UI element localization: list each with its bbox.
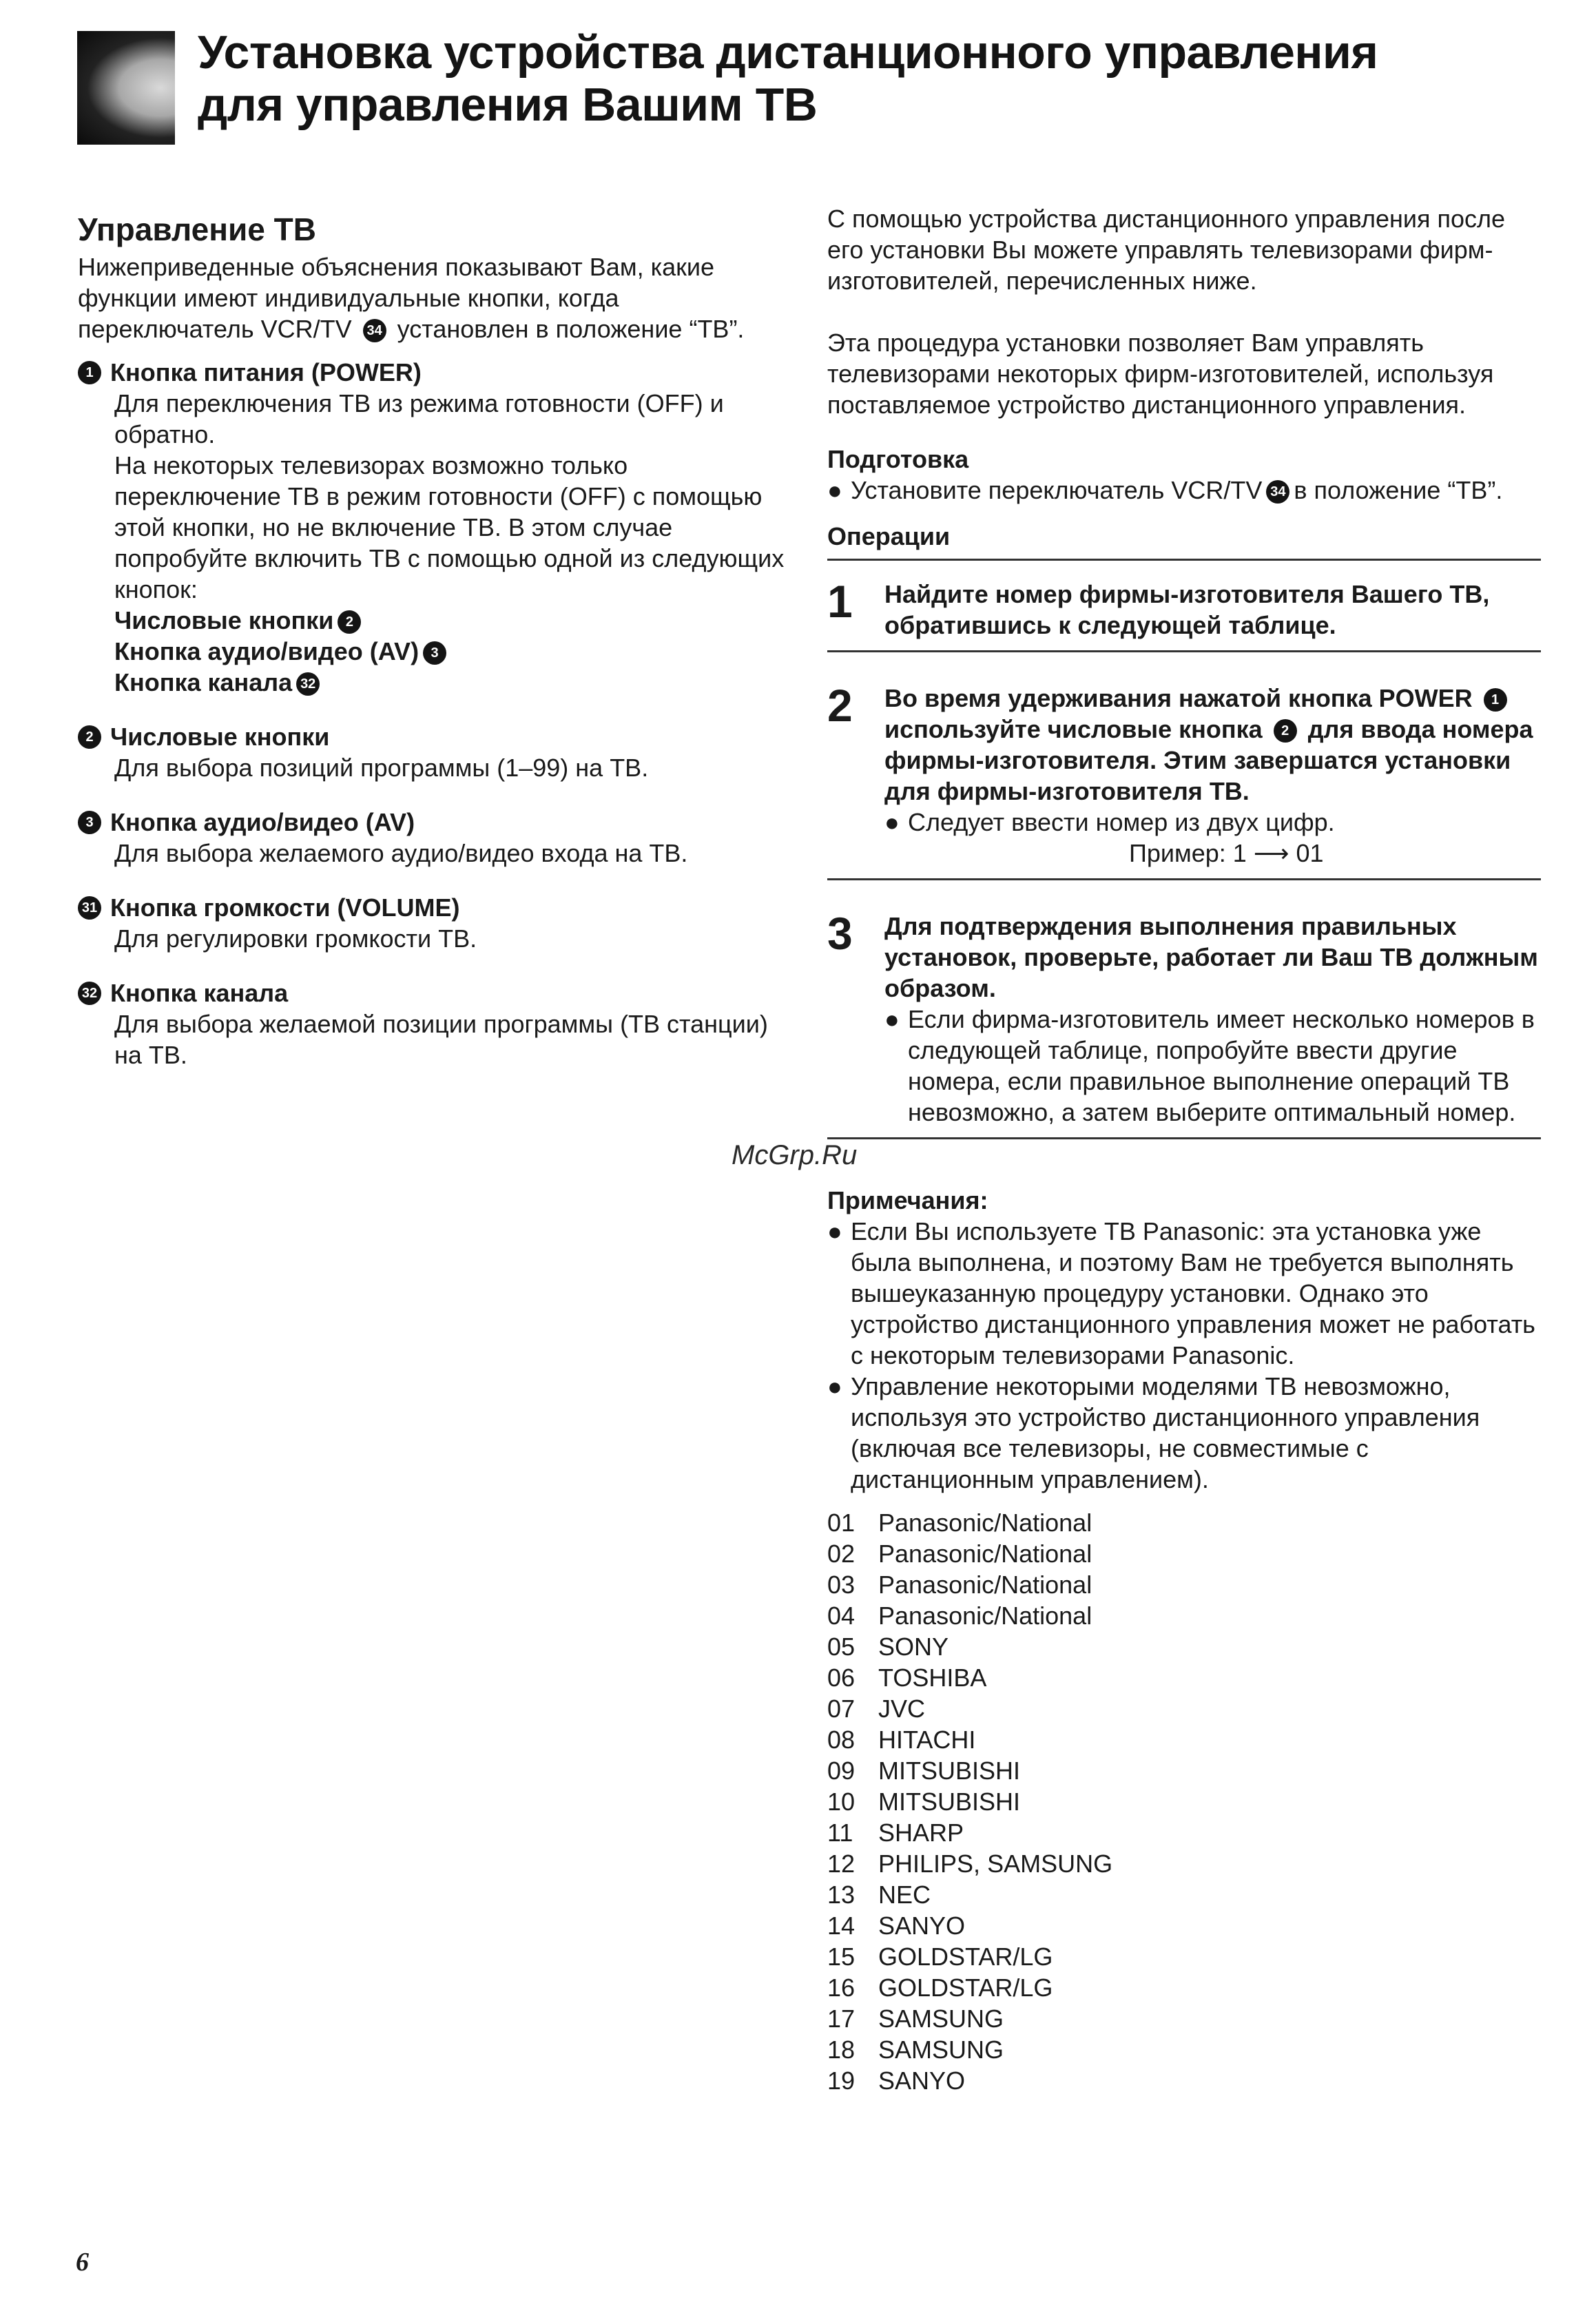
tv-brand: Panasonic/National: [878, 1571, 1092, 1599]
badge-31: 31: [78, 896, 101, 920]
tv-code: 07: [827, 1695, 856, 1723]
tv-code-row: [827, 1848, 1541, 1879]
tv-code: 01: [827, 1509, 856, 1537]
right-column: [827, 203, 1541, 2096]
tv-code: 05: [827, 1633, 856, 1661]
tv-code: 15: [827, 1943, 856, 1971]
sub-numeric: Числовые кнопки 2: [114, 605, 787, 636]
intro-text: Нижеприведенные объяснения показывают Вам, какие функции имеют индивидуальные кнопки, когда переключатель VCR/TV 34 установлен в положение “TB”.: [78, 253, 745, 343]
step3-note: ● Если фирма-изготовитель имеет несколько номеров в следующей таблице, попробуйте ввести другие номера, если правильное выполнение операций ТВ невозможно, а затем выберите оптимальный номер.: [884, 1005, 1535, 1126]
tv-code: 19: [827, 2067, 856, 2095]
tv-code: 17: [827, 2005, 856, 2033]
step-3: 3 Для подтверждения выполнения правильных установок, проверьте, работает ли Ваш ТВ должным образом. ● Если фирма-изготовитель имеет несколько номеров в следующей таблице, попробуйте ввести другие номера, если правильное выполнение операций ТВ невозможно, а затем выберите оптимальный номер.: [827, 880, 1541, 1137]
badge-1: 1: [78, 361, 101, 384]
prep-bullet: ● Установите переключатель VCR/TV 34 в положение “TB”.: [827, 476, 1503, 504]
item-volume: 31 Кнопка громкости (VOLUME) Для регулировки громкости ТВ.: [78, 892, 787, 954]
tv-brand: MITSUBISHI: [878, 1788, 1021, 1816]
badge-32: 32: [296, 672, 320, 696]
tv-brand: SANYO: [878, 1912, 966, 1940]
tv-code-row: [827, 1755, 1541, 1786]
tv-code-row: [827, 1538, 1541, 1569]
tv-brand: Panasonic/National: [878, 1540, 1092, 1568]
tv-code-row: [827, 1724, 1541, 1755]
tv-brand: Panasonic/National: [878, 1509, 1092, 1537]
intro-para-1: С помощью устройства дистанционного управления после его установки Вы можете управлять телевизорами фирм-изготовителей, перечисленных ниже.: [827, 205, 1506, 295]
notes-heading: Примечания:: [827, 1186, 988, 1214]
tv-code-row: [827, 1569, 1541, 1600]
tv-code-row: [827, 1879, 1541, 1910]
tv-brand: Panasonic/National: [878, 1602, 1092, 1630]
badge-3: 3: [423, 641, 446, 665]
step-1: 1 Найдите номер фирмы-изготовителя Вашего ТВ, обратившись к следующей таблице.: [827, 576, 1490, 639]
item-numeric: 2 Числовые кнопки Для выбора позиций программы (1–99) на ТВ.: [78, 721, 787, 783]
badge-32: 32: [78, 982, 101, 1005]
sub-channel: Кнопка канала 32: [114, 667, 787, 698]
item-channel: 32 Кнопка канала Для выбора желаемой позиции программы (ТВ станции) на ТВ.: [78, 977, 787, 1070]
tv-code: 03: [827, 1571, 856, 1599]
tv-code-row: [827, 1941, 1541, 1972]
tv-brand: SAMSUNG: [878, 2005, 1004, 2033]
tv-code: 13: [827, 1881, 856, 1909]
tv-brand: GOLDSTAR/LG: [878, 1943, 1053, 1971]
watermark: McGrp.Ru: [732, 1140, 858, 1170]
tv-code-row: [827, 1910, 1541, 1941]
tv-code-row: [827, 2034, 1541, 2065]
tv-code: 09: [827, 1757, 856, 1785]
page-title: Установка устройства дистанционного управления для управления Вашим ТВ: [198, 26, 1378, 131]
section-heading: Управление ТВ: [78, 211, 316, 247]
tv-brand: SANYO: [878, 2067, 966, 2095]
tv-code: 10: [827, 1788, 856, 1816]
tv-code-row: [827, 1972, 1541, 2003]
prep-heading: Подготовка: [827, 445, 969, 473]
badge-34: 34: [1266, 480, 1289, 504]
tv-brand: SHARP: [878, 1819, 964, 1847]
tv-code: 06: [827, 1664, 856, 1692]
step-number: 2: [827, 680, 853, 731]
header-mark: [77, 31, 175, 145]
badge-2: 2: [78, 725, 101, 749]
step-number: 3: [827, 908, 853, 959]
tv-code-row: [827, 2065, 1541, 2096]
tv-code: 02: [827, 1540, 856, 1568]
step-2: 2 Во время удерживания нажатой кнопка POWER 1 используйте числовые кнопка 2 для ввода номера фирмы-изготовителя. Этим завершатся установки для фирмы-изготовителя ТВ. ● Следует ввести номер из двух цифр. Пример: 1 ⟶ 01: [827, 652, 1541, 878]
tv-brand: SAMSUNG: [878, 2036, 1004, 2064]
tv-brand: SONY: [878, 1633, 949, 1661]
tv-brand: MITSUBISHI: [878, 1757, 1021, 1785]
tv-code: 04: [827, 1602, 856, 1630]
intro-para-2: Эта процедура установки позволяет Вам управлять телевизорами некоторых фирм-изготовителей, используя поставляемое устройство дистанционного управления.: [827, 329, 1494, 419]
tv-brand: TOSHIBA: [878, 1664, 987, 1692]
tv-brand: NEC: [878, 1881, 931, 1909]
tv-code: 16: [827, 1974, 856, 2002]
step-number: 1: [827, 576, 853, 627]
tv-code-row: [827, 1631, 1541, 1662]
tv-brand: HITACHI: [878, 1726, 976, 1754]
sub-av: Кнопка аудио/видео (AV) 3: [114, 636, 787, 667]
badge-3: 3: [78, 811, 101, 834]
tv-code-row: [827, 1662, 1541, 1693]
tv-code-list: [827, 1507, 1541, 2096]
step2-note: ● Следует ввести номер из двух цифр.: [884, 808, 1335, 836]
item-power: 1 Кнопка питания (POWER) Для переключения ТВ из режима готовности (OFF) и обратно. На некоторых телевизорах возможно только переключение ТВ в режим готовности (OFF) с помощью этой кнопки, но не включение ТВ. В этом случае попробуйте включить ТВ с помощью одной из следующих кнопок: Числовые кнопки 2 Кнопка аудио/видео (AV) 3 Кнопка канала 32: [78, 357, 787, 698]
tv-brand: GOLDSTAR/LG: [878, 1974, 1053, 2002]
tv-code: 08: [827, 1726, 856, 1754]
note-2: ● Управление некоторыми моделями ТВ невозможно, используя это устройство дистанционного управления (включая все телевизоры, не совместимые с дистанционным управлением).: [827, 1372, 1480, 1493]
tv-code-row: [827, 1817, 1541, 1848]
tv-code: 14: [827, 1912, 856, 1940]
tv-code-row: [827, 1600, 1541, 1631]
badge-34: 34: [363, 319, 386, 342]
left-column: [78, 210, 787, 1070]
tv-code: 18: [827, 2036, 856, 2064]
tv-code-row: [827, 1786, 1541, 1817]
tv-code-row: [827, 1693, 1541, 1724]
badge-1: 1: [1484, 688, 1507, 712]
tv-brand: JVC: [878, 1695, 926, 1723]
tv-code: 12: [827, 1850, 856, 1878]
tv-code: 11: [827, 1819, 853, 1847]
badge-2: 2: [338, 610, 361, 634]
ops-heading: Операции: [827, 522, 951, 550]
badge-2: 2: [1274, 719, 1297, 743]
item-av: 3 Кнопка аудио/видео (AV) Для выбора желаемого аудио/видео входа на ТВ.: [78, 807, 787, 869]
tv-code-row: [827, 1507, 1541, 1538]
page-number: 6: [76, 2248, 89, 2277]
divider: [827, 1137, 1541, 1139]
example: Пример: 1 ⟶ 01: [1129, 839, 1324, 867]
tv-brand: PHILIPS, SAMSUNG: [878, 1850, 1113, 1878]
tv-code-row: [827, 2003, 1541, 2034]
note-1: ● Если Вы используете ТВ Panasonic: эта установка уже была выполнена, и поэтому Вам не требуется выполнять вышеуказанную процедуру установки. Однако это устройство дистанционного управления может не работать с некоторым телевизорами Panasonic.: [827, 1217, 1535, 1369]
